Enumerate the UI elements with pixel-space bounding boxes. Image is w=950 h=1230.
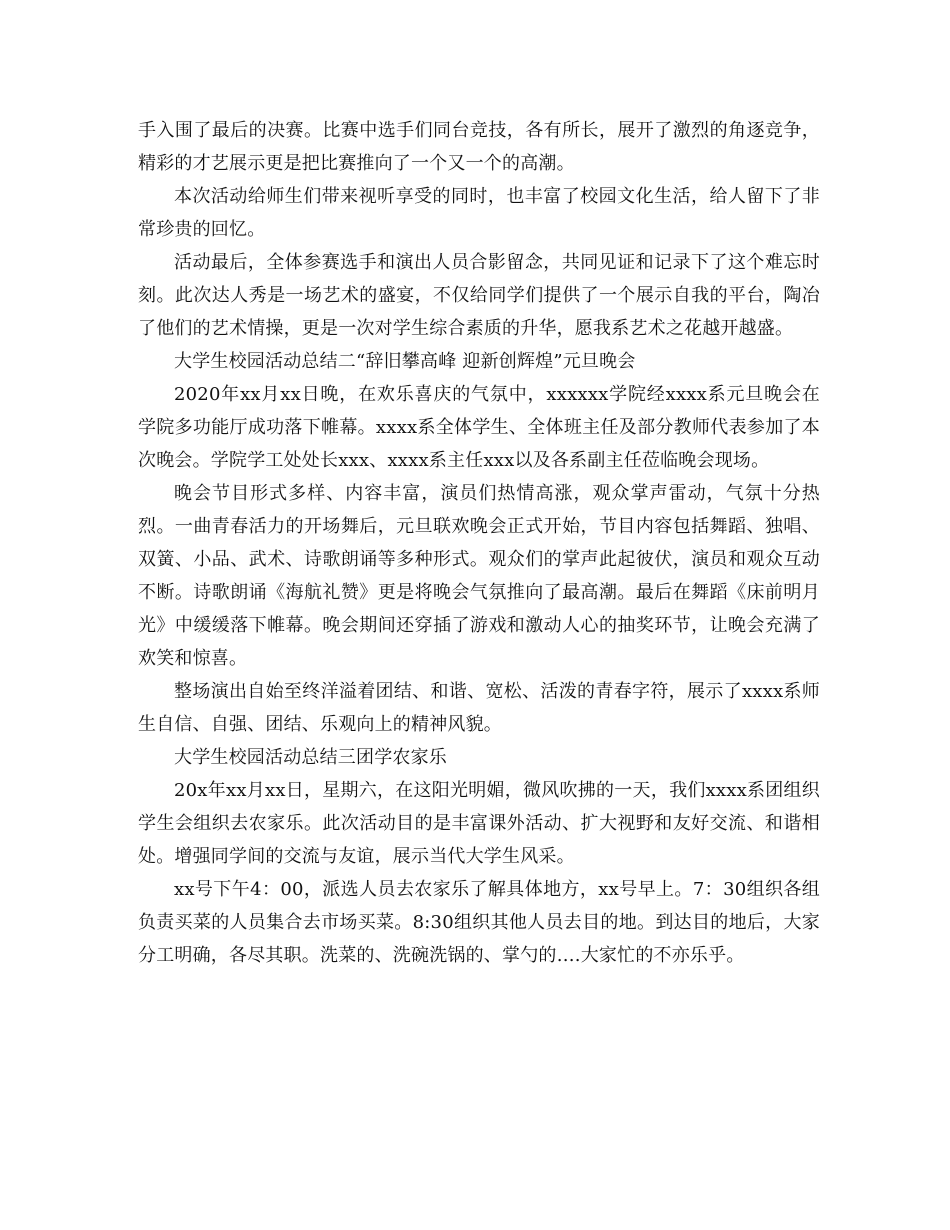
- paragraph: xx号下午4：00，派选人员去农家乐了解具体地方，xx号早上。7：30组织各组负责买菜的人员集合去市场买菜。8:30组织其他人员去目的地。到达目的地后，大家分工明确，各尽其职。洗菜的、洗碗洗锅的、掌勺的….大家忙的不亦乐乎。: [138, 879, 820, 966]
- paragraph: 本次活动给师生们带来视听享受的同时，也丰富了校园文化生活，给人留下了非常珍贵的回忆。: [138, 186, 820, 240]
- document-body: [138, 114, 820, 972]
- paragraph: 晚会节目形式多样、内容丰富，演员们热情高涨，观众掌声雷动，气氛十分热烈。一曲青春活力的开场舞后，元旦联欢晚会正式开始，节目内容包括舞蹈、独唱、双簧、小品、武术、诗歌朗诵等多种形式。观众们的掌声此起彼伏，演员和观众互动不断。诗歌朗诵《海航礼赞》更是将晚会气氛推向了最高潮。最后在舞蹈《床前明月光》中缓缓落下帷幕。晚会期间还穿插了游戏和激动人心的抽奖环节，让晚会充满了欢笑和惊喜。: [138, 483, 820, 669]
- paragraph: 2020年xx月xx日晚，在欢乐喜庆的气氛中，xxxxxx学院经xxxx系元旦晚会在学院多功能厅成功落下帷幕。xxxx系全体学生、全体班主任及部分教师代表参加了本次晚会。学院学工处处长xxx、xxxx系主任xxx以及各系副主任莅临晚会现场。: [138, 384, 820, 471]
- paragraph: 活动最后，全体参赛选手和演出人员合影留念，共同见证和记录下了这个难忘时刻。此次达人秀是一场艺术的盛宴，不仅给同学们提供了一个展示自我的平台，陶冶了他们的艺术情操，更是一次对学生综合素质的升华，愿我系艺术之花越开越盛。: [138, 252, 820, 339]
- paragraph: 整场演出自始至终洋溢着团结、和谐、宽松、活泼的青春字符，展示了xxxx系师生自信、自强、团结、乐观向上的精神风貌。: [138, 681, 820, 735]
- section-heading: 大学生校园活动总结二“辞旧攀高峰 迎新创辉煌”元旦晚会: [174, 351, 636, 372]
- paragraph: 20x年xx月xx日，星期六，在这阳光明媚，微风吹拂的一天，我们xxxx系团组织学生会组织去农家乐。此次活动目的是丰富课外活动、扩大视野和友好交流、和谐相处。增强同学间的交流与友谊，展示当代大学生风采。: [138, 780, 820, 867]
- paragraph: 手入围了最后的决赛。比赛中选手们同台竞技，各有所长，展开了激烈的角逐竞争，精彩的才艺展示更是把比赛推向了一个又一个的高潮。: [138, 120, 820, 174]
- section-heading: 大学生校园活动总结三团学农家乐: [174, 747, 447, 768]
